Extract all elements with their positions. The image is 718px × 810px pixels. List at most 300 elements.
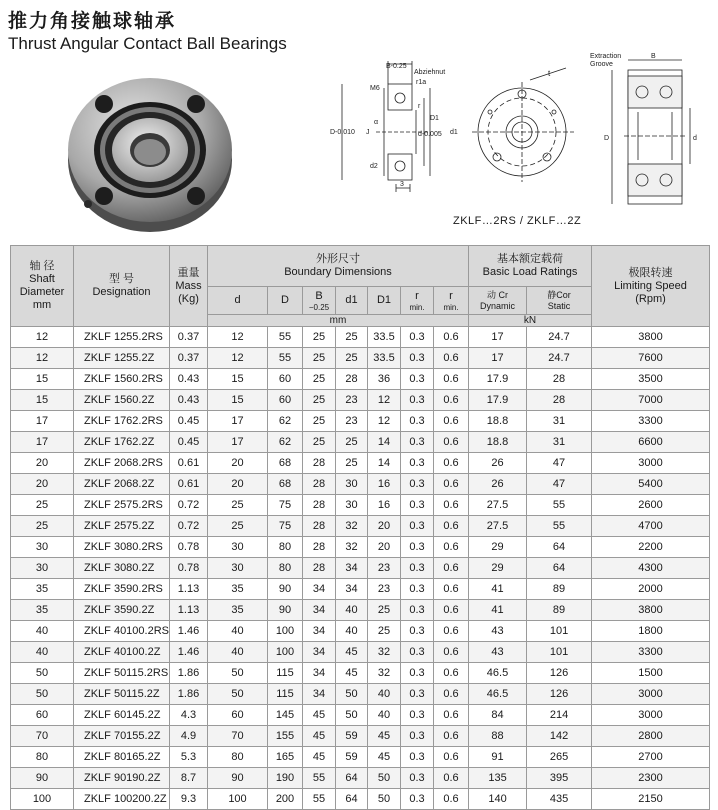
table-cell: 2300 xyxy=(592,768,710,789)
table-row xyxy=(11,579,710,600)
table-cell: 9.3 xyxy=(170,789,208,810)
table-cell: 0.3 xyxy=(401,411,434,432)
table-cell: 3300 xyxy=(592,642,710,663)
header-col-cor: 静Cor Static xyxy=(527,287,592,315)
table-cell: 17 xyxy=(208,432,268,453)
table-cell: 34 xyxy=(303,600,336,621)
table-cell: 31 xyxy=(527,411,592,432)
table-cell: 0.6 xyxy=(434,537,469,558)
table-cell: 0.6 xyxy=(434,390,469,411)
table-cell: 25 xyxy=(336,453,368,474)
table-cell: 34 xyxy=(303,621,336,642)
table-cell: 0.37 xyxy=(170,327,208,348)
table-cell: 0.3 xyxy=(401,558,434,579)
table-cell: 0.3 xyxy=(401,369,434,390)
table-cell: 45 xyxy=(368,726,401,747)
table-cell: 25 xyxy=(11,495,74,516)
table-row xyxy=(11,642,710,663)
table-cell: 34 xyxy=(303,684,336,705)
table-cell: 28 xyxy=(527,390,592,411)
table-cell: 64 xyxy=(336,768,368,789)
table-cell: 0.78 xyxy=(170,537,208,558)
table-cell: 0.3 xyxy=(401,390,434,411)
table-cell: 15 xyxy=(11,369,74,390)
table-cell: 35 xyxy=(11,600,74,621)
table-cell: 45 xyxy=(303,726,336,747)
table-cell: 0.6 xyxy=(434,768,469,789)
label-abziehnut: Abziehnut xyxy=(414,69,446,76)
table-cell: ZKLF 3590.2RS xyxy=(74,579,170,600)
table-row xyxy=(11,684,710,705)
table-cell: 68 xyxy=(268,453,303,474)
table-cell: 90 xyxy=(11,768,74,789)
table-cell: 50 xyxy=(11,684,74,705)
table-row xyxy=(11,390,710,411)
table-row xyxy=(11,558,710,579)
table-cell: 40 xyxy=(11,621,74,642)
table-cell: 101 xyxy=(527,621,592,642)
table-cell: 27.5 xyxy=(469,495,527,516)
table-cell: 17 xyxy=(11,411,74,432)
table-cell: 26 xyxy=(469,474,527,495)
table-cell: 45 xyxy=(368,747,401,768)
table-cell: 45 xyxy=(303,747,336,768)
table-cell: 28 xyxy=(303,516,336,537)
table-cell: 47 xyxy=(527,453,592,474)
table-cell: 25 xyxy=(336,432,368,453)
table-cell: 80 xyxy=(208,747,268,768)
table-cell: 165 xyxy=(268,747,303,768)
header-limiting-speed: 极限转速 Limiting Speed (Rpm) xyxy=(592,246,710,327)
table-cell: 200 xyxy=(268,789,303,810)
table-cell: 0.6 xyxy=(434,411,469,432)
table-cell: 3800 xyxy=(592,600,710,621)
table-cell: 34 xyxy=(336,558,368,579)
table-cell: 25 xyxy=(303,348,336,369)
label-groove: Groove xyxy=(590,61,613,68)
table-cell: 140 xyxy=(469,789,527,810)
table-cell: 0.3 xyxy=(401,684,434,705)
table-cell: 12 xyxy=(208,348,268,369)
table-cell: 24.7 xyxy=(527,348,592,369)
table-cell: 7600 xyxy=(592,348,710,369)
table-cell: 40 xyxy=(368,684,401,705)
table-cell: 3800 xyxy=(592,327,710,348)
table-cell: 145 xyxy=(268,705,303,726)
table-cell: 60 xyxy=(268,369,303,390)
table-cell: 0.6 xyxy=(434,327,469,348)
table-cell: 0.3 xyxy=(401,642,434,663)
table-cell: 50 xyxy=(368,768,401,789)
table-cell: 45 xyxy=(303,705,336,726)
table-cell: 89 xyxy=(527,600,592,621)
table-cell: 34 xyxy=(303,579,336,600)
table-row xyxy=(11,327,710,348)
table-cell: 29 xyxy=(469,537,527,558)
label-t: t xyxy=(548,69,551,78)
table-cell: 3300 xyxy=(592,411,710,432)
label-b: B-0.25 xyxy=(386,63,407,70)
table-cell: 3000 xyxy=(592,705,710,726)
label-r1a: r1a xyxy=(416,79,427,86)
table-cell: 0.6 xyxy=(434,495,469,516)
table-cell: 18.8 xyxy=(469,411,527,432)
table-cell: 34 xyxy=(336,579,368,600)
table-cell: ZKLF 60145.2Z xyxy=(74,705,170,726)
header-col-d: d xyxy=(208,287,268,315)
table-cell: 70 xyxy=(208,726,268,747)
table-cell: 31 xyxy=(527,432,592,453)
table-cell: 40 xyxy=(336,621,368,642)
table-cell: 35 xyxy=(208,600,268,621)
table-cell: 90 xyxy=(208,768,268,789)
table-cell: 50 xyxy=(336,705,368,726)
table-cell: 40 xyxy=(208,621,268,642)
table-cell: 25 xyxy=(208,516,268,537)
label-3: 3 xyxy=(400,181,404,188)
table-cell: 4.9 xyxy=(170,726,208,747)
table-cell: 26 xyxy=(469,453,527,474)
table-cell: 30 xyxy=(208,558,268,579)
table-cell: 32 xyxy=(368,663,401,684)
table-cell: 32 xyxy=(368,642,401,663)
table-cell: 12 xyxy=(368,390,401,411)
table-cell: 0.6 xyxy=(434,579,469,600)
table-cell: 80 xyxy=(11,747,74,768)
table-cell: 435 xyxy=(527,789,592,810)
table-cell: 0.3 xyxy=(401,432,434,453)
table-cell: 0.6 xyxy=(434,726,469,747)
table-cell: 32 xyxy=(336,516,368,537)
label-r: r xyxy=(418,103,421,110)
table-cell: 0.6 xyxy=(434,348,469,369)
table-cell: 23 xyxy=(368,579,401,600)
table-cell: ZKLF 3080.2Z xyxy=(74,558,170,579)
table-cell: 25 xyxy=(336,348,368,369)
table-cell: 4300 xyxy=(592,558,710,579)
table-cell: 25 xyxy=(336,327,368,348)
table-cell: 40 xyxy=(208,642,268,663)
table-cell: 45 xyxy=(336,642,368,663)
table-cell: 55 xyxy=(527,516,592,537)
table-cell: 101 xyxy=(527,642,592,663)
table-cell: ZKLF 50115.2RS xyxy=(74,663,170,684)
table-cell: 0.6 xyxy=(434,453,469,474)
table-cell: 64 xyxy=(527,558,592,579)
table-row xyxy=(11,663,710,684)
header-col-d1: d1 xyxy=(336,287,368,315)
table-cell: 90 xyxy=(268,600,303,621)
table-cell: 62 xyxy=(268,411,303,432)
table-cell: 20 xyxy=(368,516,401,537)
table-cell: 0.3 xyxy=(401,621,434,642)
table-cell: 135 xyxy=(469,768,527,789)
label-alpha: α xyxy=(374,119,379,126)
cross-section-drawing xyxy=(330,58,460,198)
table-cell: 34 xyxy=(303,663,336,684)
table-cell: 0.6 xyxy=(434,369,469,390)
table-cell: 68 xyxy=(268,474,303,495)
table-cell: 46.5 xyxy=(469,684,527,705)
table-cell: 32 xyxy=(336,537,368,558)
table-cell: 100 xyxy=(208,789,268,810)
header-col-r2: r min. xyxy=(434,287,469,315)
table-cell: 14 xyxy=(368,432,401,453)
table-cell: ZKLF 40100.2Z xyxy=(74,642,170,663)
table-row xyxy=(11,411,710,432)
table-cell: 12 xyxy=(208,327,268,348)
table-row xyxy=(11,621,710,642)
table-cell: 0.6 xyxy=(434,516,469,537)
table-cell: 265 xyxy=(527,747,592,768)
table-row xyxy=(11,747,710,768)
table-cell: 0.3 xyxy=(401,537,434,558)
side-view-drawing xyxy=(590,52,702,212)
table-cell: 55 xyxy=(303,789,336,810)
table-row xyxy=(11,348,710,369)
header-col-D: D xyxy=(268,287,303,315)
table-cell: 28 xyxy=(303,495,336,516)
table-row xyxy=(11,768,710,789)
label-extraction: Extraction xyxy=(590,53,622,60)
table-cell: 0.6 xyxy=(434,789,469,810)
table-row xyxy=(11,495,710,516)
table-row xyxy=(11,474,710,495)
table-cell: 2600 xyxy=(592,495,710,516)
table-cell: 0.37 xyxy=(170,348,208,369)
front-view-drawing xyxy=(470,62,582,194)
table-cell: 46.5 xyxy=(469,663,527,684)
table-cell: 0.3 xyxy=(401,768,434,789)
table-cell: 14 xyxy=(368,453,401,474)
table-cell: 1.86 xyxy=(170,663,208,684)
header-load-ratings: 基本额定载荷 Basic Load Ratings xyxy=(469,246,592,287)
table-cell: 29 xyxy=(469,558,527,579)
table-cell: 20 xyxy=(208,453,268,474)
table-cell: ZKLF 2575.2RS xyxy=(74,495,170,516)
table-cell: 28 xyxy=(303,453,336,474)
table-cell: 115 xyxy=(268,663,303,684)
table-cell: 45 xyxy=(336,663,368,684)
table-cell: 60 xyxy=(208,705,268,726)
table-cell: 2000 xyxy=(592,579,710,600)
table-cell: 0.6 xyxy=(434,558,469,579)
table-cell: 50 xyxy=(368,789,401,810)
table-cell: 4.3 xyxy=(170,705,208,726)
table-cell: 28 xyxy=(527,369,592,390)
table-cell: 23 xyxy=(336,390,368,411)
table-cell: 30 xyxy=(11,537,74,558)
table-cell: 0.43 xyxy=(170,369,208,390)
table-cell: 15 xyxy=(208,390,268,411)
table-cell: 43 xyxy=(469,621,527,642)
table-cell: ZKLF 80165.2Z xyxy=(74,747,170,768)
table-cell: 43 xyxy=(469,642,527,663)
table-cell: ZKLF 90190.2Z xyxy=(74,768,170,789)
table-row xyxy=(11,789,710,810)
header-unit-kn: kN xyxy=(469,315,592,327)
table-cell: 6600 xyxy=(592,432,710,453)
page-title-cn: 推力角接触球轴承 xyxy=(8,10,177,32)
table-cell: 15 xyxy=(11,390,74,411)
table-cell: 25 xyxy=(208,495,268,516)
table-cell: 5400 xyxy=(592,474,710,495)
table-cell: 0.3 xyxy=(401,705,434,726)
table-cell: 20 xyxy=(11,474,74,495)
header-shaft: 轴 径 Shaft Diameter mm xyxy=(11,246,74,327)
table-cell: 190 xyxy=(268,768,303,789)
table-cell: 30 xyxy=(208,537,268,558)
header-col-D1: D1 xyxy=(368,287,401,315)
label-side-b: B xyxy=(651,53,656,60)
table-cell: 0.6 xyxy=(434,642,469,663)
table-cell: 17.9 xyxy=(469,369,527,390)
table-cell: 36 xyxy=(368,369,401,390)
table-cell: 50 xyxy=(208,684,268,705)
table-cell: 0.3 xyxy=(401,453,434,474)
header-col-B: B −0.25 xyxy=(303,287,336,315)
table-cell: 1.46 xyxy=(170,642,208,663)
table-cell: ZKLF 2575.2Z xyxy=(74,516,170,537)
table-cell: 80 xyxy=(268,558,303,579)
table-cell: 30 xyxy=(336,474,368,495)
table-cell: 17 xyxy=(469,327,527,348)
table-row xyxy=(11,537,710,558)
table-cell: 35 xyxy=(208,579,268,600)
table-cell: 3000 xyxy=(592,684,710,705)
table-cell: 17 xyxy=(208,411,268,432)
table-cell: 0.3 xyxy=(401,726,434,747)
table-cell: 0.6 xyxy=(434,684,469,705)
table-cell: 2700 xyxy=(592,747,710,768)
table-cell: ZKLF 70155.2Z xyxy=(74,726,170,747)
table-cell: 91 xyxy=(469,747,527,768)
table-cell: 12 xyxy=(11,327,74,348)
table-cell: 59 xyxy=(336,747,368,768)
table-cell: 0.72 xyxy=(170,516,208,537)
table-cell: 0.3 xyxy=(401,747,434,768)
table-cell: 155 xyxy=(268,726,303,747)
table-cell: 64 xyxy=(336,789,368,810)
table-cell: 8.7 xyxy=(170,768,208,789)
table-cell: 0.6 xyxy=(434,705,469,726)
label-d1: d1 xyxy=(450,129,458,136)
table-cell: 75 xyxy=(268,516,303,537)
table-cell: 24.7 xyxy=(527,327,592,348)
table-cell: 30 xyxy=(11,558,74,579)
table-cell: 40 xyxy=(368,705,401,726)
table-cell: 0.6 xyxy=(434,474,469,495)
table-cell: 0.3 xyxy=(401,663,434,684)
table-cell: 25 xyxy=(11,516,74,537)
table-cell: 0.6 xyxy=(434,621,469,642)
header-col-cr: 动 Cr Dynamic xyxy=(469,287,527,315)
bearing-spec-table xyxy=(10,245,710,810)
table-cell: 75 xyxy=(268,495,303,516)
table-cell: 28 xyxy=(336,369,368,390)
table-cell: 25 xyxy=(303,390,336,411)
label-d2: d2 xyxy=(370,163,378,170)
table-cell: 50 xyxy=(208,663,268,684)
label-D1: D1 xyxy=(430,115,439,122)
table-cell: 1.86 xyxy=(170,684,208,705)
table-cell: 0.43 xyxy=(170,390,208,411)
table-cell: 33.5 xyxy=(368,327,401,348)
table-cell: 55 xyxy=(303,768,336,789)
table-cell: 0.3 xyxy=(401,600,434,621)
label-side-d: d xyxy=(693,135,697,142)
table-cell: 50 xyxy=(336,684,368,705)
table-cell: ZKLF 1762.2Z xyxy=(74,432,170,453)
table-cell: 59 xyxy=(336,726,368,747)
table-cell: 5.3 xyxy=(170,747,208,768)
table-cell: 100 xyxy=(268,621,303,642)
table-cell: 28 xyxy=(303,558,336,579)
table-cell: 20 xyxy=(11,453,74,474)
table-cell: 41 xyxy=(469,600,527,621)
table-cell: 0.61 xyxy=(170,474,208,495)
table-cell: 64 xyxy=(527,537,592,558)
label-J: J xyxy=(366,129,370,136)
table-cell: 3000 xyxy=(592,453,710,474)
table-cell: 80 xyxy=(268,537,303,558)
table-cell: ZKLF 1255.2RS xyxy=(74,327,170,348)
table-cell: 60 xyxy=(11,705,74,726)
table-cell: 40 xyxy=(336,600,368,621)
table-row xyxy=(11,600,710,621)
table-cell: 0.3 xyxy=(401,495,434,516)
table-cell: 0.6 xyxy=(434,600,469,621)
table-cell: ZKLF 1255.2Z xyxy=(74,348,170,369)
table-cell: 70 xyxy=(11,726,74,747)
table-cell: 1.13 xyxy=(170,579,208,600)
table-cell: 126 xyxy=(527,684,592,705)
table-cell: 55 xyxy=(268,327,303,348)
table-cell: 23 xyxy=(336,411,368,432)
header-designation: 型 号 Designation xyxy=(74,246,170,327)
table-cell: 28 xyxy=(303,537,336,558)
table-cell: 25 xyxy=(303,411,336,432)
header-boundary-dimensions: 外形尺寸 Boundary Dimensions xyxy=(208,246,469,287)
table-row xyxy=(11,453,710,474)
table-cell: ZKLF 3080.2RS xyxy=(74,537,170,558)
bearing-photo xyxy=(64,64,236,236)
table-cell: 1500 xyxy=(592,663,710,684)
label-m6: M6 xyxy=(370,85,380,92)
table-cell: 0.6 xyxy=(434,432,469,453)
table-cell: 0.45 xyxy=(170,411,208,432)
table-cell: 12 xyxy=(11,348,74,369)
table-cell: 41 xyxy=(469,579,527,600)
label-d: d-0.005 xyxy=(418,131,442,138)
table-cell: 16 xyxy=(368,474,401,495)
table-cell: 55 xyxy=(527,495,592,516)
table-cell: ZKLF 2068.2Z xyxy=(74,474,170,495)
table-cell: 25 xyxy=(303,432,336,453)
table-cell: 214 xyxy=(527,705,592,726)
table-cell: 55 xyxy=(268,348,303,369)
table-cell: 1.13 xyxy=(170,600,208,621)
table-cell: 17 xyxy=(469,348,527,369)
table-cell: 16 xyxy=(368,495,401,516)
table-cell: ZKLF 3590.2Z xyxy=(74,600,170,621)
table-cell: 2800 xyxy=(592,726,710,747)
drawing-caption: ZKLF…2RS / ZKLF…2Z xyxy=(453,215,582,227)
table-cell: 40 xyxy=(11,642,74,663)
table-cell: 126 xyxy=(527,663,592,684)
table-row xyxy=(11,705,710,726)
table-cell: 2150 xyxy=(592,789,710,810)
